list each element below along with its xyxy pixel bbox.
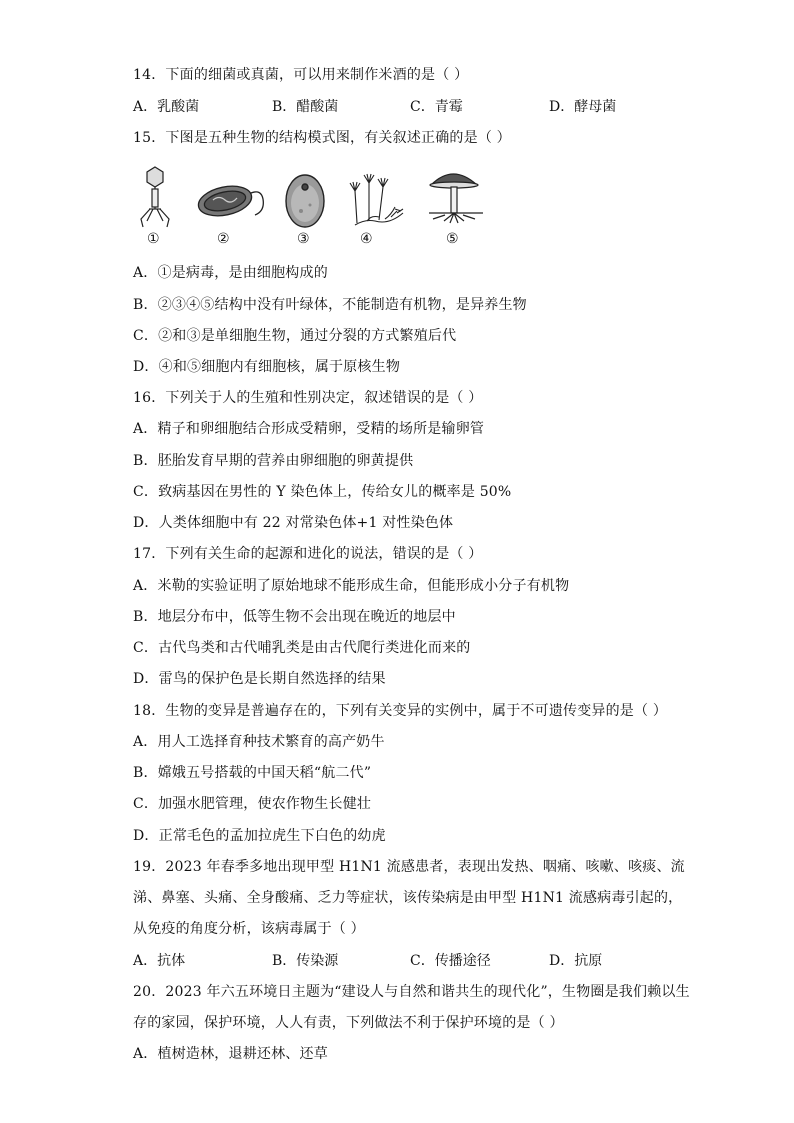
bacterium-drawing (196, 182, 264, 221)
q16-option-b: B．胚胎发育早期的营养由卵细胞的卵黄提供 (133, 453, 414, 469)
q14-options (133, 97, 653, 117)
q14-stem: 14．下面的细菌或真菌，可以用来制作米酒的是（ ） (133, 67, 469, 83)
q15-option-d: D．④和⑤细胞内有细胞核，属于原核生物 (133, 359, 401, 375)
organism-drawings (133, 163, 493, 233)
q17-option-b: B．地层分布中，低等生物不会出现在晚近的地层中 (133, 609, 456, 625)
figure-label-5: ⑤ (446, 231, 459, 247)
q17-option-a: A．米勒的实验证明了原始地球不能形成生命，但能形成小分子有机物 (133, 578, 570, 594)
q14-option-a: A．乳酸菌 (133, 99, 200, 115)
figure-label-1: ① (147, 231, 160, 247)
figure-label-4: ④ (360, 231, 373, 247)
q15-option-c: C．②和③是单细胞生物，通过分裂的方式繁殖后代 (133, 328, 457, 344)
q17-stem: 17．下列有关生命的起源和进化的说法，错误的是（ ） (133, 546, 483, 562)
q15-stem: 15．下图是五种生物的结构模式图，有关叙述正确的是（ ） (133, 130, 511, 146)
q15-option-a: A．①是病毒，是由细胞构成的 (133, 265, 328, 281)
mold-drawing (350, 174, 403, 225)
q18-option-d: D．正常毛色的孟加拉虎生下白色的幼虎 (133, 828, 386, 844)
q18-option-c: C．加强水肥管理，使农作物生长健壮 (133, 796, 372, 812)
q20-stem-line-2: 存的家园，保护环境，人人有责，下列做法不利于保护环境的是（ ） (133, 1015, 564, 1031)
q16-option-a: A．精子和卵细胞结合形成受精卵，受精的场所是输卵管 (133, 421, 485, 437)
q20-option-a: A．植树造林，退耕还林、还草 (133, 1046, 328, 1062)
figure-label-3: ③ (297, 231, 310, 247)
q18-stem: 18．生物的变异是普遍存在的，下列有关变异的实例中，属于不可遗传变异的是（ ） (133, 703, 668, 719)
q15-organism-figure (133, 163, 493, 251)
q16-option-c: C．致病基因在男性的 Y 染色体上，传给女儿的概率是 50% (133, 484, 512, 500)
q18-option-a: A．用人工选择育种技术繁育的高产奶牛 (133, 734, 385, 750)
q19-stem-line-3: 从免疫的角度分析，该病毒属于（ ） (133, 921, 365, 937)
q20-stem-line-1: 20．2023 年六五环境日主题为“建设人与自然和谐共生的现代化”，生物圈是我们赖以生 (133, 984, 690, 1000)
q17-option-d: D．雷鸟的保护色是长期自然选择的结果 (133, 671, 386, 687)
q19-option-a: A．抗体 (133, 953, 186, 969)
bacteriophage-drawing (141, 167, 169, 227)
q16-stem: 16．下列关于人的生殖和性别决定，叙述错误的是（ ） (133, 390, 483, 406)
yeast-cell-drawing (286, 175, 324, 227)
q19-stem-line-1: 19．2023 年春季多地出现甲型 H1N1 流感患者，表现出发热、咽痛、咳嗽、咳痰、流 (133, 859, 685, 875)
q19-option-d: D．抗原 (549, 953, 603, 969)
q19-option-c: C．传播途径 (410, 953, 491, 969)
figure-label-2: ② (217, 231, 230, 247)
q16-option-d: D．人类体细胞中有 22 对常染色体+1 对性染色体 (133, 515, 454, 531)
q15-option-b: B．②③④⑤结构中没有叶绿体，不能制造有机物，是异养生物 (133, 297, 527, 313)
mushroom-drawing (429, 174, 483, 223)
q14-option-b: B．醋酸菌 (272, 99, 339, 115)
q19-stem-line-2: 涕、鼻塞、头痛、全身酸痛、乏力等症状，该传染病是由甲型 H1N1 流感病毒引起的， (133, 890, 683, 906)
q17-option-c: C．古代鸟类和古代哺乳类是由古代爬行类进化而来的 (133, 640, 471, 656)
q14-option-c: C．青霉 (410, 99, 463, 115)
q19-option-b: B．传染源 (272, 953, 339, 969)
q19-options (133, 951, 653, 971)
q18-option-b: B．嫦娥五号搭载的中国天稻“航二代” (133, 765, 372, 781)
q14-option-d: D．酵母菌 (549, 99, 617, 115)
